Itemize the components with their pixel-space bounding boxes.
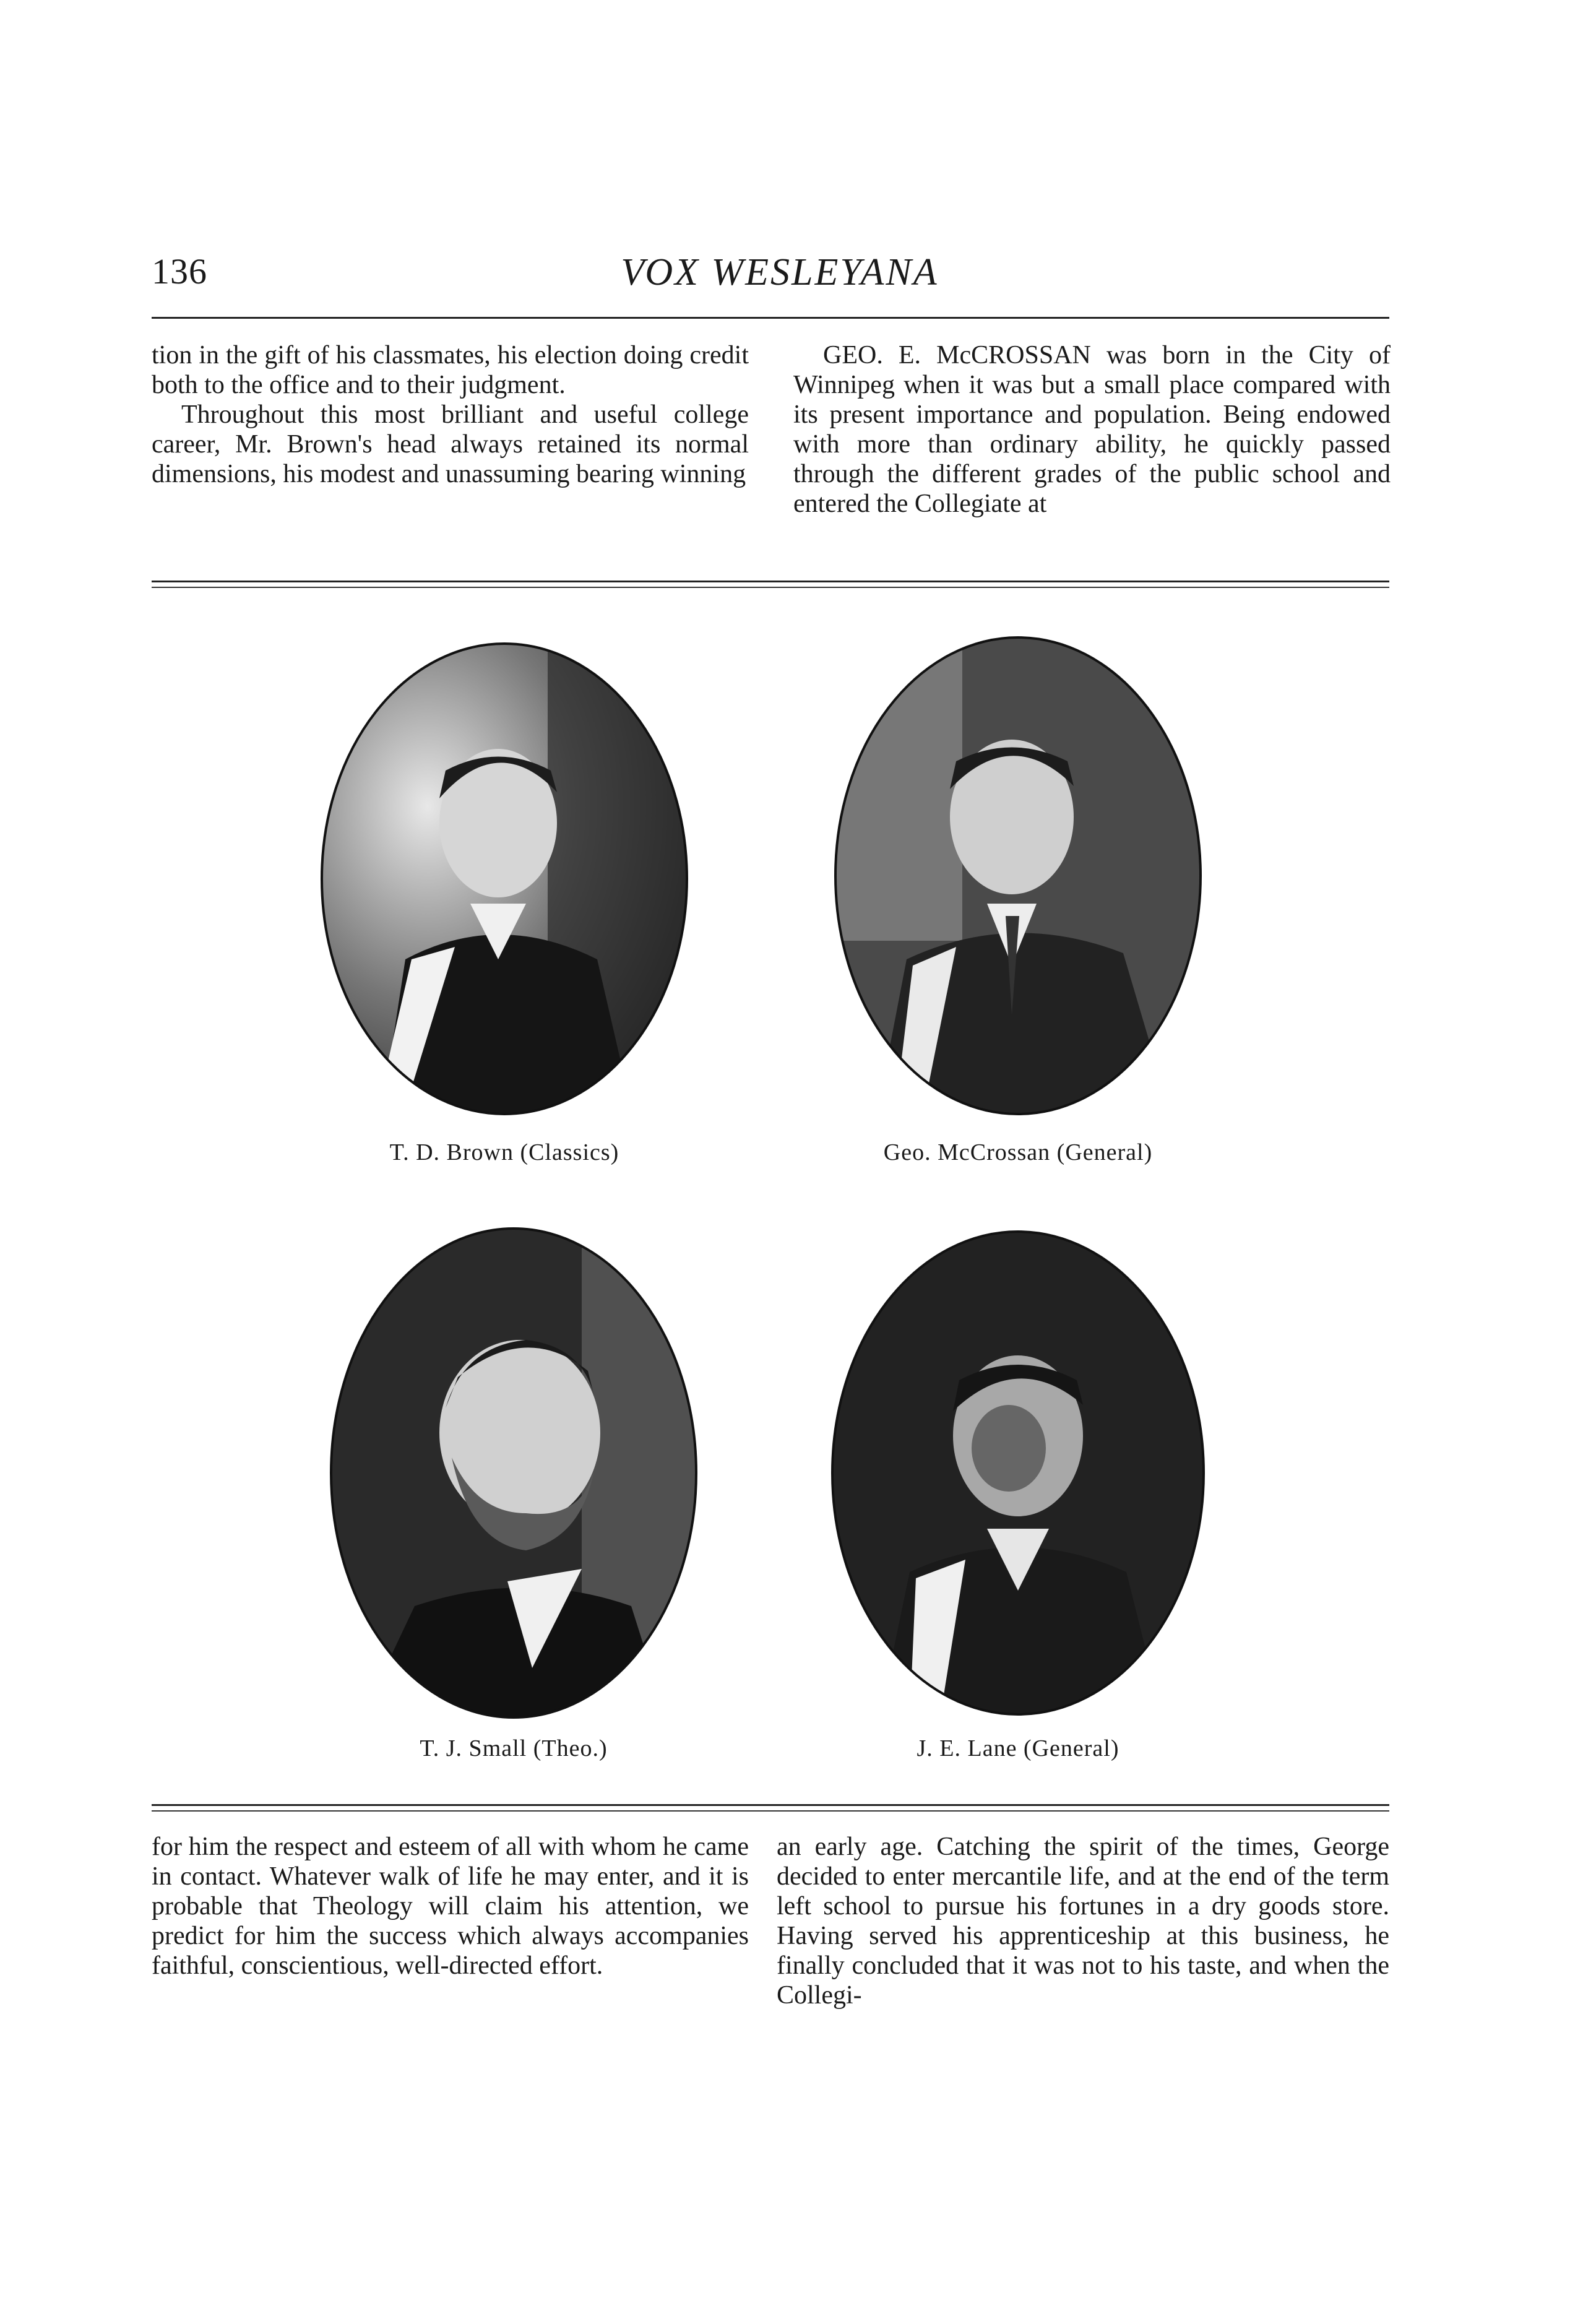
portrait-photo bbox=[826, 631, 1210, 1120]
top-left-column bbox=[152, 340, 749, 489]
running-head: VOX WESLEYANA bbox=[621, 251, 939, 293]
portrait-caption: T. D. Brown (Classics) bbox=[389, 1139, 619, 1165]
paragraph: GEO. E. McCROSSAN was born in the City of Winnipeg when it was but a small place compared with its present importance and population. Being endowed with more than ordinary ability, he quickly passed through the different grades of the public school and entered the Collegiate at bbox=[793, 341, 1391, 518]
portrait-photo bbox=[823, 1225, 1213, 1721]
page-number: 136 bbox=[152, 251, 207, 292]
section-rule-top-2 bbox=[152, 587, 1389, 588]
portrait-caption: T. J. Small (Theo.) bbox=[420, 1735, 608, 1761]
portrait-mccrossan bbox=[826, 631, 1210, 1120]
bottom-right-column bbox=[777, 1832, 1389, 2010]
bottom-left-column bbox=[152, 1832, 749, 1981]
portrait-photo bbox=[322, 1222, 705, 1724]
paragraph: Throughout this most brilliant and useful college career, Mr. Brown's head always retained its normal dimensions, his modest and unassuming bearing winning bbox=[152, 400, 749, 488]
section-rule-bottom bbox=[152, 1804, 1389, 1806]
top-right-column bbox=[793, 340, 1391, 519]
section-rule-bottom-2 bbox=[152, 1810, 1389, 1812]
portrait-small bbox=[322, 1222, 705, 1724]
portrait-caption: Geo. McCrossan (General) bbox=[883, 1139, 1153, 1165]
section-rule-top bbox=[152, 581, 1389, 582]
portrait-brown bbox=[313, 637, 696, 1120]
header-rule bbox=[152, 317, 1389, 319]
paragraph: an early age. Catching the spirit of the times, George decided to enter mercantile life, and at the end of the term left school to pursue his fortunes in a dry goods store. Having served his apprenticeship at this business, he finally concluded that it was not to his taste, and when the Collegi- bbox=[777, 1833, 1389, 2010]
portrait-photo bbox=[313, 637, 696, 1120]
paragraph: tion in the gift of his classmates, his election doing credit both to the office and to their judgment. bbox=[152, 341, 749, 399]
portrait-lane bbox=[823, 1225, 1213, 1721]
paragraph: for him the respect and esteem of all with whom he came in contact. Whatever walk of life he may enter, and it is probable that Theology will claim his attention, we predict for him the success which always accompanies faithful, conscientious, well-directed effort. bbox=[152, 1833, 749, 1980]
portrait-caption: J. E. Lane (General) bbox=[917, 1735, 1119, 1761]
